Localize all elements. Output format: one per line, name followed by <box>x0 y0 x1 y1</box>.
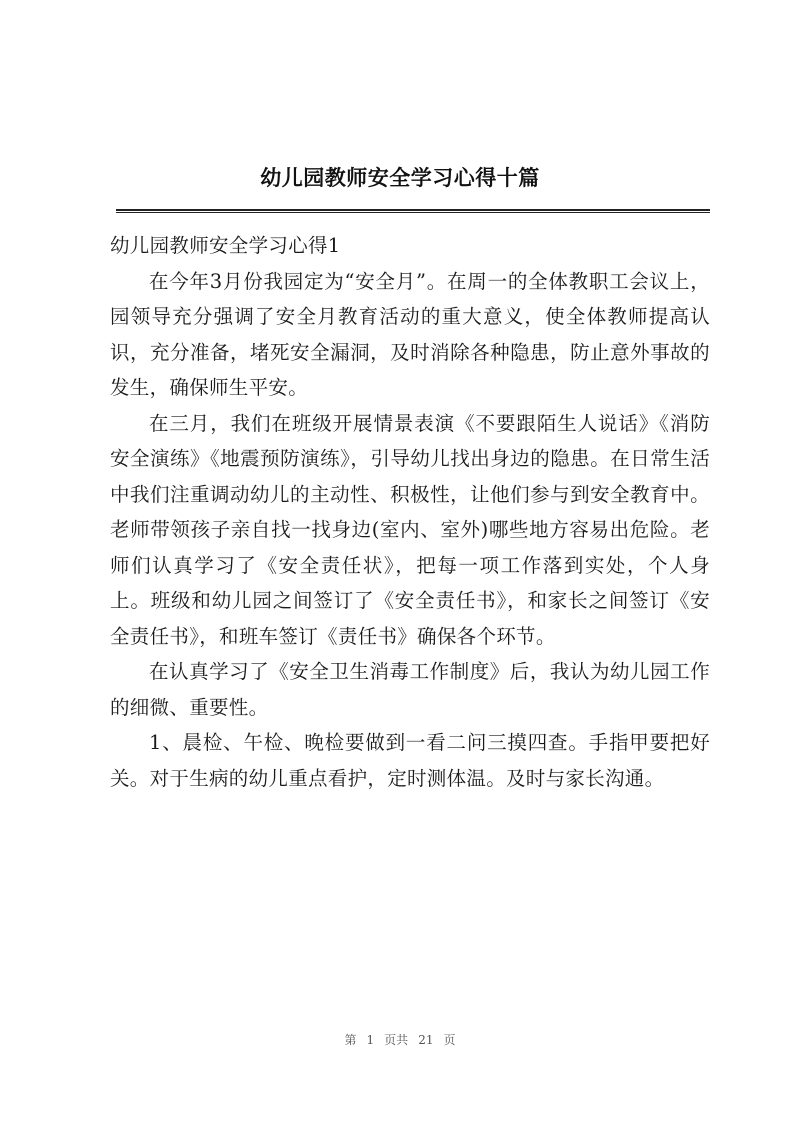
page-footer <box>0 1032 800 1048</box>
title-divider <box>116 209 710 213</box>
document-title: 幼儿园教师安全学习心得十篇 <box>260 166 540 190</box>
section-heading: 幼儿园教师安全学习心得1 <box>110 234 341 257</box>
document-body <box>110 228 710 796</box>
footer-total-pages: 21 <box>418 1033 434 1047</box>
paragraph-3: 在认真学习了《安全卫生消毒工作制度》后，我认为幼儿园工作的细微、重要性。 <box>110 660 710 719</box>
footer-current-page: 1 <box>366 1033 375 1047</box>
paragraph-4: 1、晨检、午检、晚检要做到一看二问三摸四查。手指甲要把好关。对于生病的幼儿重点看护，定时测体温。及时与家长沟通。 <box>110 731 710 790</box>
paragraph-1: 在今年3月份我园定为“安全月”。在周一的全体教职工会议上，园领导充分强调了安全月教育活动的重大意义，使全体教师提高认识，充分准备，堵死安全漏洞，及时消除各种隐患，防止意外事故的发生，确保师生平安。 <box>110 269 710 399</box>
footer-prefix: 第 <box>344 1033 357 1047</box>
footer-mid: 页共 <box>384 1033 409 1047</box>
paragraph-2: 在三月，我们在班级开展情景表演《不要跟陌生人说话》《消防安全演练》《地震预防演练》，引导幼儿找出身边的隐患。在日常生活中我们注重调动幼儿的主动性、积极性，让他们参与到安全教育中。老师带领孩子亲自找一找身边(室内、室外)哪些地方容易出危险。老师们认真学习了《安全责任状》，把每一项工作落到实处，个人身上。班级和幼儿园之间签订了《安全责任书》，和家长之间签订《安全责任书》，和班车签订《责任书》确保各个环节。 <box>110 411 710 648</box>
footer-suffix: 页 <box>443 1033 456 1047</box>
